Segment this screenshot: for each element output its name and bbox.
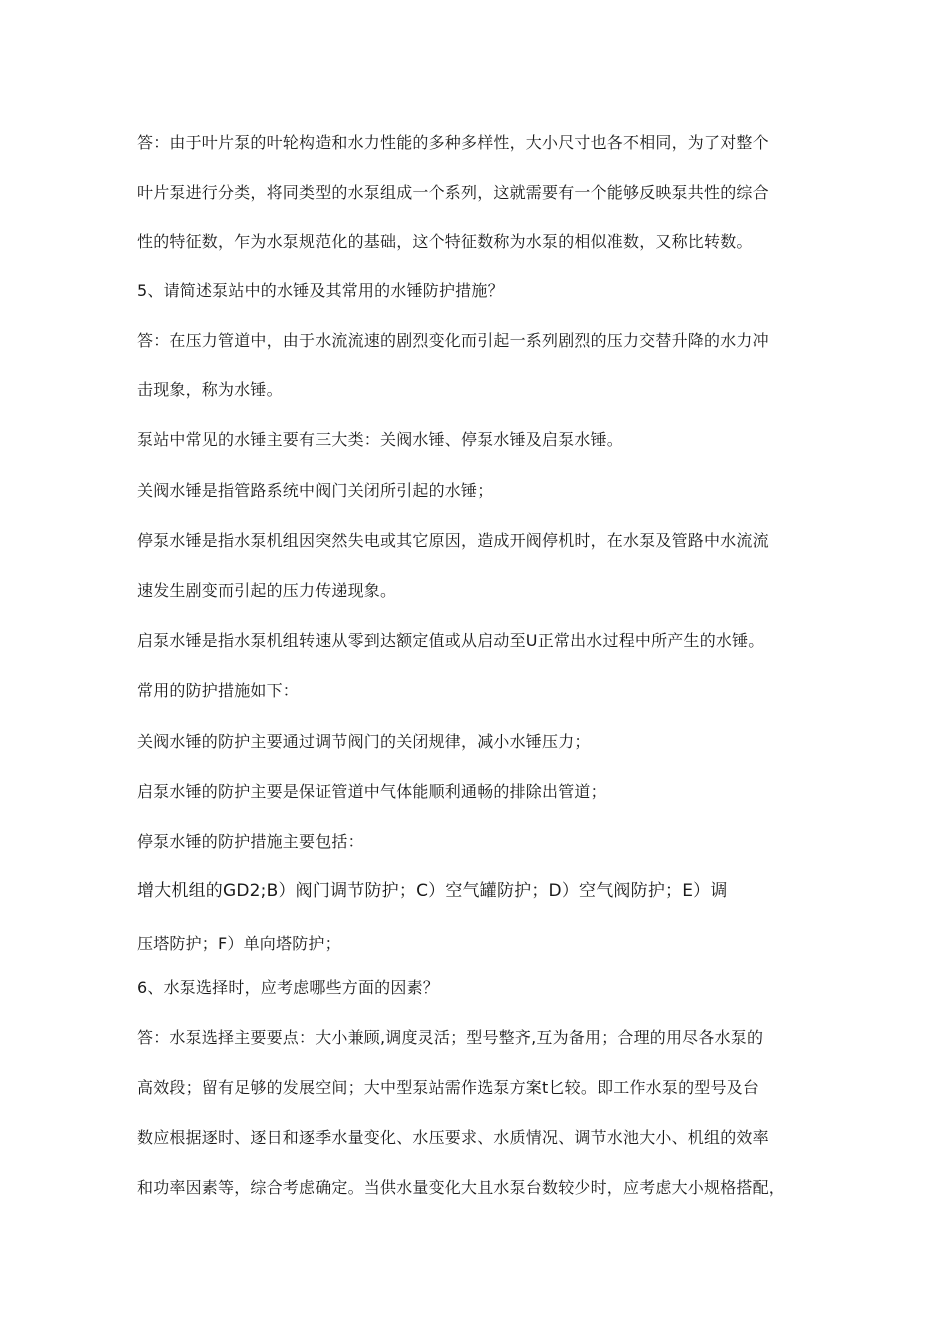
text-line: 答：在压力管道中，由于水流流速的剧烈变化而引起一系列剧烈的压力交替升降的水力冲 [137,331,769,350]
question-heading: 5、请简述泵站中的水锤及其常用的水锤防护措施？ [137,281,504,300]
text-line: 关阀水锤是指管路系统中阀门关闭所引起的水锤； [137,481,494,500]
text-line: 启泵水锤是指水泵机组转速从零到达额定值或从启动至U正常出水过程中所产生的水锤。 [137,631,765,650]
text-line: 常用的防护措施如下： [137,681,300,700]
text-line: 和功率因素等，综合考虑确定。当供水量变化大且水泵台数较少时，应考虑大小规格搭配， [137,1178,786,1197]
text-line: 速发生剧变而引起的压力传递现象。 [137,581,397,600]
text-line: 高效段；留有足够的发展空间；大中型泵站需作选泵方案t匕较。即工作水泵的型号及台 [137,1078,760,1097]
text-line: 答：水泵选择主要要点：大小兼顾,调度灵活；型号整齐,互为备用；合理的用尽各水泵的 [137,1028,764,1047]
text-line: 数应根据逐时、逐日和逐季水量变化、水压要求、水质情况、调节水池大小、机组的效率 [137,1128,769,1147]
text-line: 关阀水锤的防护主要通过调节阀门的关闭规律，减小水锤压力； [137,732,591,751]
text-line: 叶片泵进行分类，将同类型的水泵组成一个系列，这就需要有一个能够反映泵共性的综合 [137,183,769,202]
text-line: 击现象，称为水锤。 [137,380,283,399]
text-line: 答：由于叶片泵的叶轮构造和水力性能的多种多样性，大小尺寸也各不相同，为了对整个 [137,133,769,152]
text-line: 增大机组的GD2;B）阀门调节防护；C）空气罐防护；D）空气阀防护；E）调 [137,881,728,901]
text-line: 压塔防护；F）单向塔防护； [137,934,341,953]
text-line: 停泵水锤的防护措施主要包括： [137,832,364,851]
text-line: 性的特征数，乍为水泵规范化的基础，这个特征数称为水泵的相似准数，又称比转数。 [137,232,753,251]
text-line: 启泵水锤的防护主要是保证管道中气体能顺利通畅的排除出管道； [137,782,607,801]
text-line: 泵站中常见的水锤主要有三大类：关阀水锤、停泵水锤及启泵水锤。 [137,430,624,449]
text-line: 停泵水锤是指水泵机组因突然失电或其它原因，造成开阀停机时，在水泵及管路中水流流 [137,531,769,550]
question-heading: 6、水泵选择时，应考虑哪些方面的因素？ [137,978,439,997]
